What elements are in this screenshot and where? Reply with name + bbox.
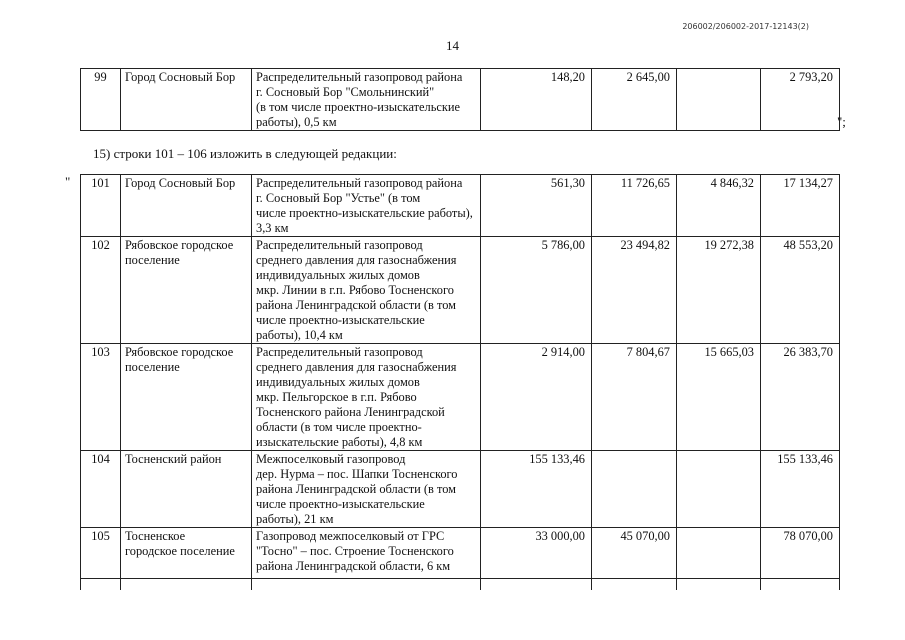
municipality-cell xyxy=(121,344,252,451)
value-3-cell: 4 846,32 xyxy=(677,175,761,237)
total-cell: 155 133,46 xyxy=(761,451,840,528)
object-cell-line: 3,3 км xyxy=(256,221,289,235)
object-cell xyxy=(252,451,481,528)
table-row xyxy=(81,451,840,528)
main-table xyxy=(80,174,840,590)
object-cell-line: числе проектно-изыскательские xyxy=(256,313,425,327)
municipality-cell xyxy=(121,175,252,237)
value-2-cell: 23 494,82 xyxy=(592,237,677,344)
object-cell-line: Распределительный газопровод xyxy=(256,238,423,252)
value-3-cell xyxy=(677,451,761,528)
value-3-cell: 19 272,38 xyxy=(677,237,761,344)
object-cell-line: района Ленинградской области (в том xyxy=(256,482,456,496)
municipality-cell-line: городское поселение xyxy=(125,544,235,558)
object-cell xyxy=(252,175,481,237)
table-row xyxy=(81,344,840,451)
object-cell-line: среднего давления для газоснабжения xyxy=(256,360,457,374)
municipality-cell-line: поселение xyxy=(125,360,180,374)
total-cell: 48 553,20 xyxy=(761,237,840,344)
total-cell: 17 134,27 xyxy=(761,175,840,237)
value-1-cell: 561,30 xyxy=(481,175,592,237)
object-cell xyxy=(252,344,481,451)
value-1-cell: 2 914,00 xyxy=(481,344,592,451)
table-row xyxy=(81,528,840,590)
object-cell-line: дер. Нурма – пос. Шапки Тосненского xyxy=(256,467,458,481)
row-number-cell: 102 xyxy=(81,237,121,344)
object-cell-line: района Ленинградской области, 6 км xyxy=(256,559,451,573)
object-cell-line: числе проектно-изыскательские xyxy=(256,497,425,511)
object-cell-line: работы), 0,5 км xyxy=(256,115,337,129)
value-3-cell xyxy=(677,69,761,131)
value-2-cell: 7 804,67 xyxy=(592,344,677,451)
municipality-cell-line: Тосненский район xyxy=(125,452,222,466)
object-cell-line: мкр. Пельгорское в г.п. Рябово xyxy=(256,390,417,404)
top-table xyxy=(80,68,840,131)
municipality-cell xyxy=(121,528,252,590)
row-number-cell: 105 xyxy=(81,528,121,590)
municipality-cell: Город Сосновый Бор xyxy=(121,69,252,131)
municipality-cell xyxy=(121,237,252,344)
table-bottom-border xyxy=(80,578,839,579)
table-row xyxy=(81,175,840,237)
value-2-cell: 11 726,65 xyxy=(592,175,677,237)
value-2-cell: 45 070,00 xyxy=(592,528,677,590)
object-cell-line: "Тосно" – пос. Строение Тосненского xyxy=(256,544,454,558)
table-row xyxy=(81,237,840,344)
closing-quote-mark: "; xyxy=(837,114,846,129)
object-cell-line: района Ленинградской области (в том xyxy=(256,298,456,312)
total-cell: 2 793,20 xyxy=(761,69,840,131)
object-cell-line: Газопровод межпоселковый от ГРС xyxy=(256,529,445,543)
total-cell: 26 383,70 xyxy=(761,344,840,451)
value-2-cell: 2 645,00 xyxy=(592,69,677,131)
municipality-cell-line: Город Сосновый Бор xyxy=(125,176,236,190)
object-cell-line: Межпоселковый газопровод xyxy=(256,452,406,466)
municipality-cell-line: Рябовское городское xyxy=(125,345,234,359)
object-cell-line: работы), 21 км xyxy=(256,512,334,526)
object-cell-line: мкр. Линии в г.п. Рябово Тосненского xyxy=(256,283,454,297)
municipality-cell-line: поселение xyxy=(125,253,180,267)
object-cell xyxy=(252,69,481,131)
row-number-cell: 101 xyxy=(81,175,121,237)
page-number: 14 xyxy=(446,38,459,53)
object-cell-line: Распределительный газопровод xyxy=(256,345,423,359)
object-cell-line: Тосненского района Ленинградской xyxy=(256,405,445,419)
object-cell xyxy=(252,528,481,590)
object-cell-line: индивидуальных жилых домов xyxy=(256,375,420,389)
object-cell-line: области (в том числе проектно- xyxy=(256,420,422,434)
municipality-cell xyxy=(121,451,252,528)
object-cell-line: (в том числе проектно-изыскательские xyxy=(256,100,461,114)
table-row xyxy=(81,69,840,131)
object-cell-line: среднего давления для газоснабжения xyxy=(256,253,457,267)
value-3-cell: 15 665,03 xyxy=(677,344,761,451)
municipality-cell-line: Тосненское xyxy=(125,529,186,543)
total-cell: 78 070,00 xyxy=(761,528,840,590)
municipality-cell-line: Рябовское городское xyxy=(125,238,234,252)
object-cell-line: индивидуальных жилых домов xyxy=(256,268,420,282)
row-number-cell: 99 xyxy=(81,69,121,131)
instruction-text: 15) строки 101 – 106 изложить в следующей редакции: xyxy=(93,146,397,161)
object-cell-line: г. Сосновый Бор "Смольнинский" xyxy=(256,85,435,99)
object-cell-line: г. Сосновый Бор "Устье" (в том xyxy=(256,191,421,205)
object-cell-line: Распределительный газопровод района xyxy=(256,176,463,190)
row-number-cell: 104 xyxy=(81,451,121,528)
value-1-cell: 5 786,00 xyxy=(481,237,592,344)
object-cell-line: изыскательские работы), 4,8 км xyxy=(256,435,423,449)
object-cell xyxy=(252,237,481,344)
value-2-cell xyxy=(592,451,677,528)
document-id: 206002/206002-2017-12143(2) xyxy=(682,22,809,31)
object-cell-line: работы), 10,4 км xyxy=(256,328,343,342)
object-cell-line: Распределительный газопровод района xyxy=(256,70,463,84)
value-3-cell xyxy=(677,528,761,590)
value-1-cell: 155 133,46 xyxy=(481,451,592,528)
row-number-cell: 103 xyxy=(81,344,121,451)
opening-quote-mark: " xyxy=(65,174,71,189)
value-1-cell: 33 000,00 xyxy=(481,528,592,590)
object-cell-line: числе проектно-изыскательские работы), xyxy=(256,206,473,220)
value-1-cell: 148,20 xyxy=(481,69,592,131)
